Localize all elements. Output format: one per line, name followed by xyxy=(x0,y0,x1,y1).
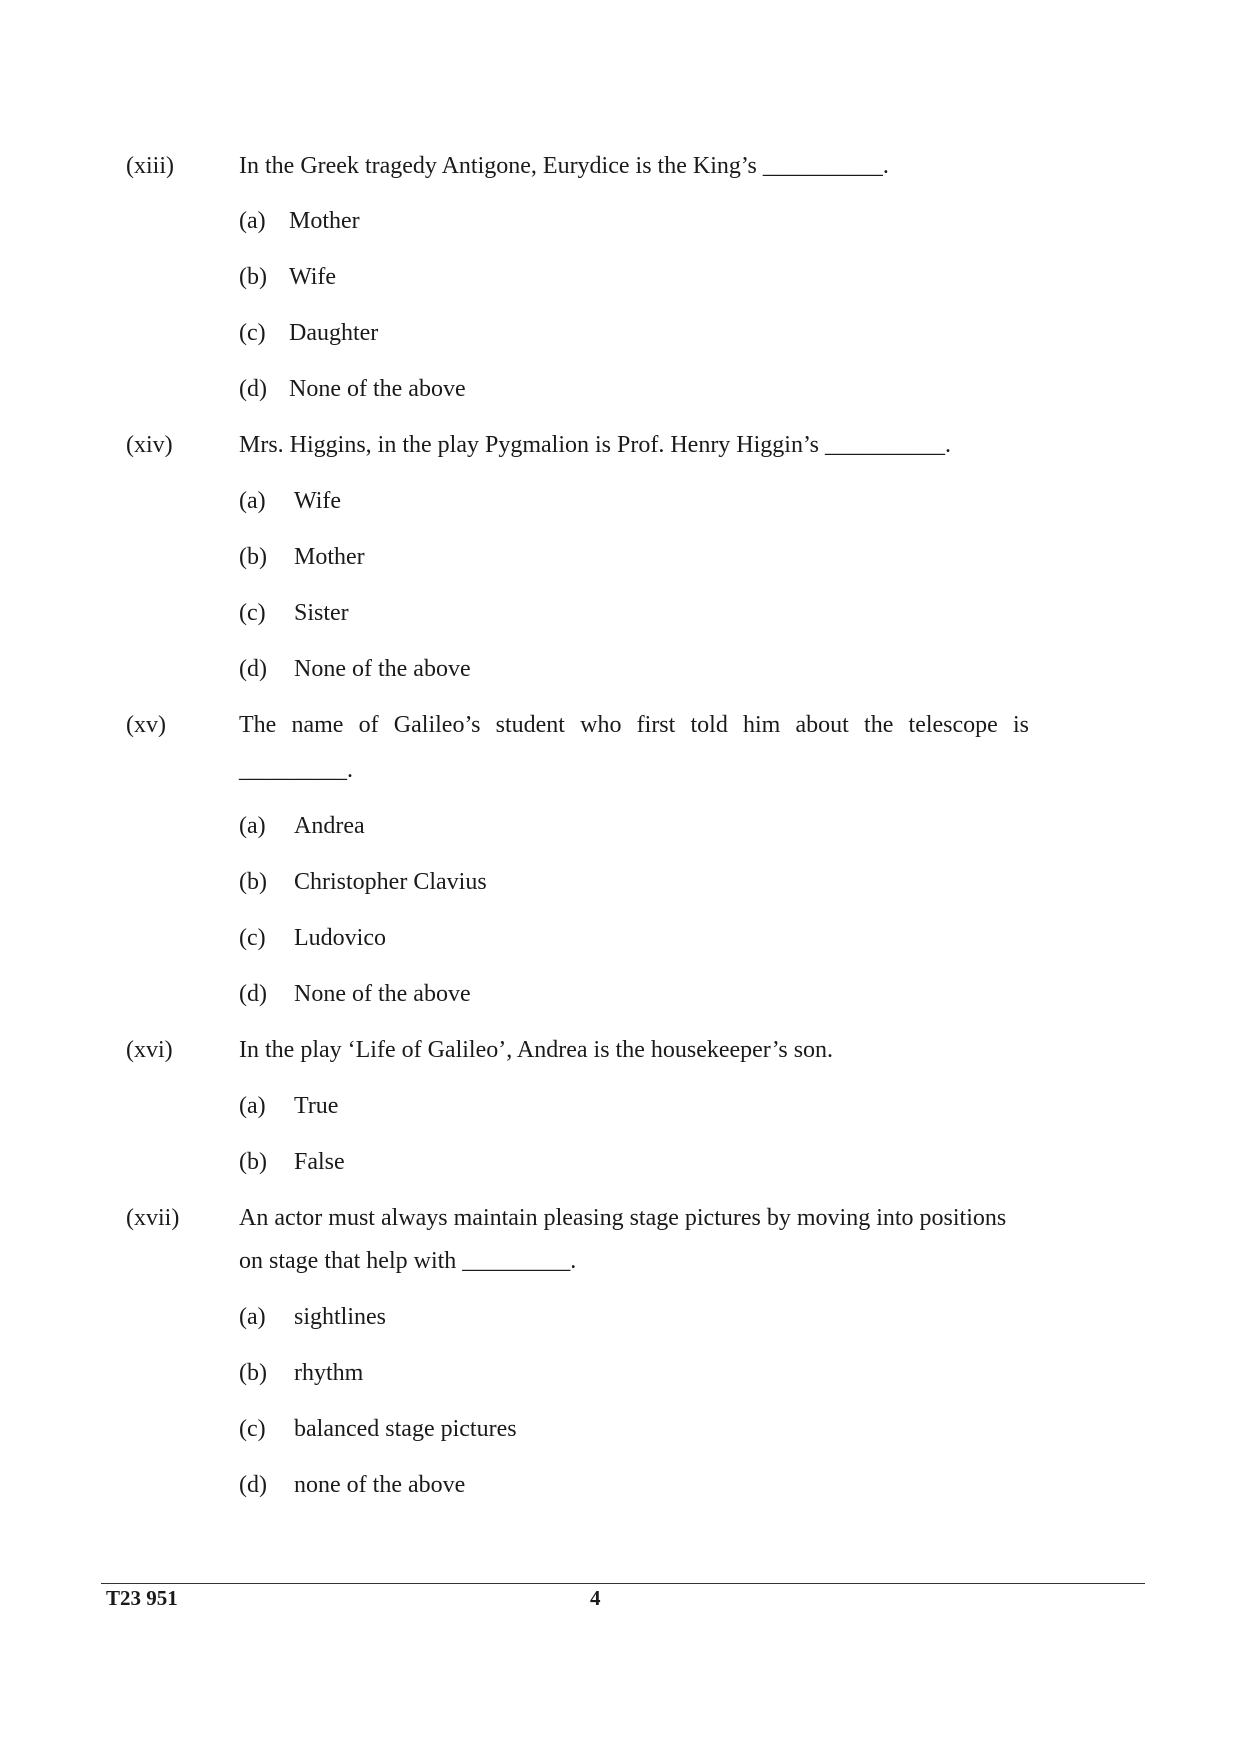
option-text: none of the above xyxy=(294,1472,466,1498)
question-number: (xiii) xyxy=(126,153,174,179)
question-number: (xvi) xyxy=(126,1037,173,1063)
option-text: Christopher Clavius xyxy=(294,869,487,895)
question-text: In the Greek tragedy Antigone, Eurydice is the King’s __________. xyxy=(239,153,889,179)
option-text: Mother xyxy=(294,544,365,570)
option-label: (b) xyxy=(239,544,267,570)
option-text: Andrea xyxy=(294,813,365,839)
option-text: None of the above xyxy=(294,656,471,682)
option-text: False xyxy=(294,1149,345,1175)
option-label: (a) xyxy=(239,813,266,839)
option-label: (a) xyxy=(239,1304,266,1330)
option-text: None of the above xyxy=(294,981,471,1007)
question-text: An actor must always maintain pleasing stage pictures by moving into positions xyxy=(239,1205,1007,1231)
option-label: (d) xyxy=(239,656,267,682)
option-text: Sister xyxy=(294,600,349,626)
option-text: sightlines xyxy=(294,1304,387,1330)
option-label: (b) xyxy=(239,1360,267,1386)
question-text-continued: _________. xyxy=(239,757,353,783)
option-label: (a) xyxy=(239,488,266,514)
question-text: Mrs. Higgins, in the play Pygmalion is Prof. Henry Higgin’s __________. xyxy=(239,432,951,458)
option-text: None of the above xyxy=(289,376,466,402)
option-label: (a) xyxy=(239,208,266,234)
question-number: (xvii) xyxy=(126,1205,180,1231)
question-number: (xv) xyxy=(126,712,166,738)
question-text: In the play ‘Life of Galileo’, Andrea is the housekeeper’s son. xyxy=(239,1037,834,1063)
option-text: True xyxy=(294,1093,339,1119)
option-text: Mother xyxy=(289,208,360,234)
option-text: Wife xyxy=(294,488,342,514)
option-label: (c) xyxy=(239,320,266,346)
option-label: (a) xyxy=(239,1093,266,1119)
page-number: 4 xyxy=(590,1586,601,1610)
option-label: (d) xyxy=(239,981,267,1007)
footer-rule xyxy=(101,1583,1145,1584)
option-label: (d) xyxy=(239,1472,267,1498)
option-text: Ludovico xyxy=(294,925,386,951)
option-label: (c) xyxy=(239,600,266,626)
option-text: Wife xyxy=(289,264,337,290)
option-text: balanced stage pictures xyxy=(294,1416,517,1442)
option-label: (c) xyxy=(239,925,266,951)
option-label: (b) xyxy=(239,1149,267,1175)
option-label: (b) xyxy=(239,264,267,290)
option-text: rhythm xyxy=(294,1360,364,1386)
option-label: (b) xyxy=(239,869,267,895)
question-text: The name of Galileo’s student who first told him about the telescope is xyxy=(239,712,1029,738)
question-text-continued: on stage that help with _________. xyxy=(239,1248,577,1274)
option-label: (d) xyxy=(239,376,267,402)
option-text: Daughter xyxy=(289,320,379,346)
paper-code: T23 951 xyxy=(106,1586,178,1610)
option-label: (c) xyxy=(239,1416,266,1442)
question-number: (xiv) xyxy=(126,432,173,458)
